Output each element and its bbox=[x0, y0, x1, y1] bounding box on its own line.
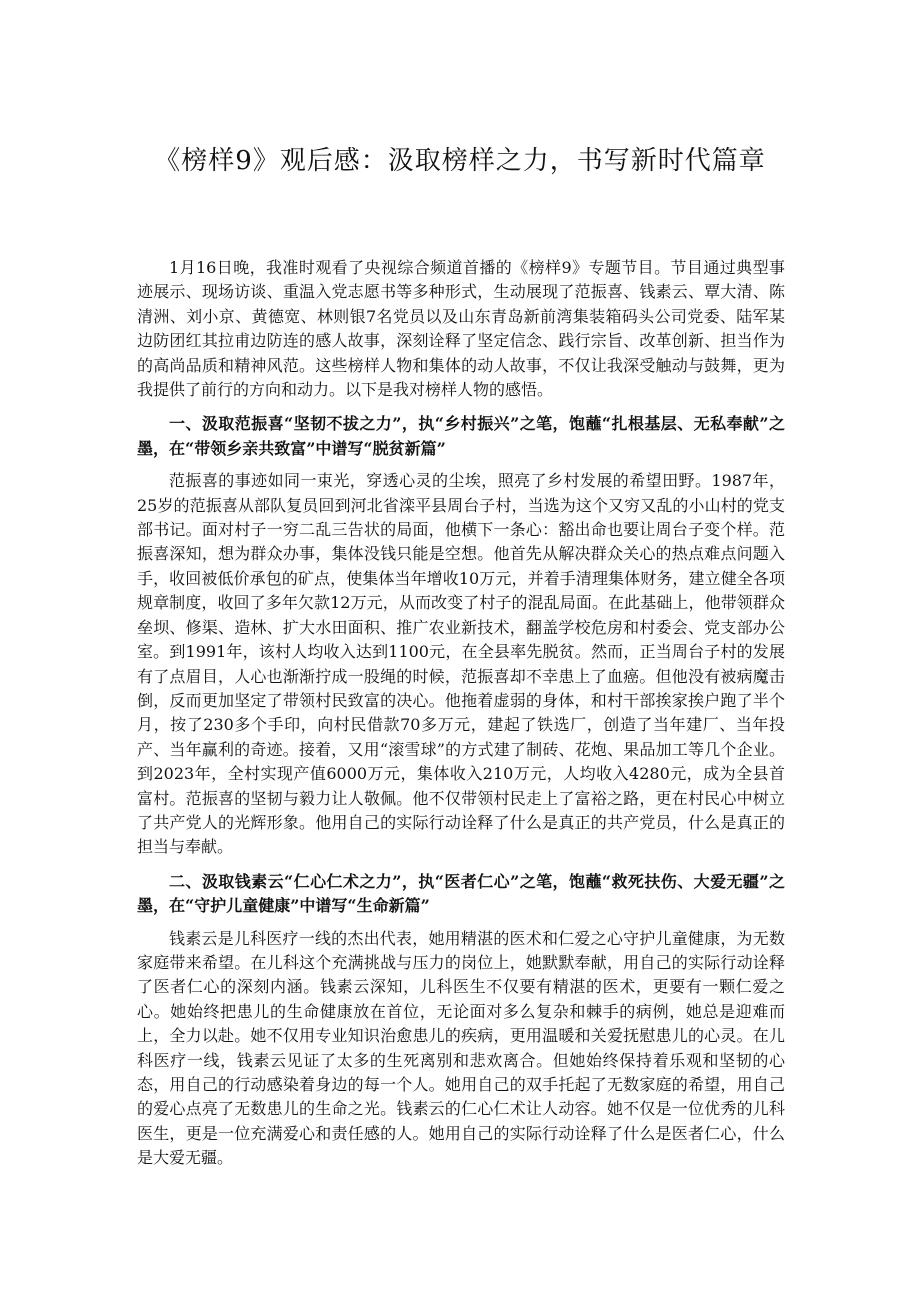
section-heading-2: 二、汲取钱素云“仁心仁术之力”，执“医者仁心”之笔，饱蘸“救死扶伤、大爱无疆”之墨，在“守护儿童健康”中谱写“生命新篇” bbox=[137, 871, 785, 916]
section-body-2: 钱素云是儿科医疗一线的杰出代表，她用精湛的医术和仁爱之心守护儿童健康，为无数家庭带来希望。在儿科这个充满挑战与压力的岗位上，她默默奉献，用自己的实际行动诠释了医者仁心的深刻内涵。钱素云深知，儿科医生不仅要有精湛的医术，更要有一颗仁爱之心。她始终把患儿的生命健康放在首位，无论面对多么复杂和棘手的病例，她总是迎难而上，全力以赴。她不仅用专业知识治愈患儿的疾病，更用温暖和关爱抚慰患儿的心灵。在儿科医疗一线，钱素云见证了太多的生死离别和悲欢离合。但她始终保持着乐观和坚韧的心态，用自己的行动感染着身边的每一个人。她用自己的双手托起了无数家庭的希望，用自己的爱心点亮了无数患儿的生命之光。钱素云的仁心仁术让人动容。她不仅是一位优秀的儿科医生，更是一位充满爱心和责任感的人。她用自己的实际行动诠释了什么是医者仁心，什么是大爱无疆。 bbox=[137, 928, 785, 1168]
document-title: 《榜样9》观后感：汲取榜样之力，书写新时代篇章 bbox=[154, 146, 766, 176]
section-heading-1: 一、汲取范振喜“坚韧不拔之力”，执“乡村振兴”之笔，饱蘸“扎根基层、无私奉献”之墨，在“带领乡亲共致富”中谱写“脱贫新篇” bbox=[137, 414, 785, 458]
section-body-1: 范振喜的事迹如同一束光，穿透心灵的尘埃，照亮了乡村发展的希望田野。1987年，25岁的范振喜从部队复员回到河北省滦平县周台子村，当选为这个又穷又乱的小山村的党支部书记。面对村子一穷二乱三告状的局面，他横下一条心：豁出命也要让周台子变个样。范振喜深知，想为群众办事，集体没钱只能是空想。他首先从解决群众关心的热点难点问题入手，收回被低价承包的矿点，使集体当年增收10万元，并着手清理集体财务，建立健全各项规章制度，收回了多年欠款12万元，从而改变了村子的混乱局面。在此基础上，他带领群众垒坝、修渠、造林、扩大水田面积、推广农业新技术，翻盖学校危房和村委会、党支部办公室。到1991年，该村人均收入达到1100元，在全县率先脱贫。然而，正当周台子村的发展有了点眉目，人心也渐渐拧成一股绳的时候，范振喜却不幸患上了血癌。但他没有被病魔击倒，反而更加坚定了带领村民致富的决心。他拖着虚弱的身体，和村干部挨家挨户跑了半个月，按了230多个手印，向村民借款70多万元，建起了铁选厂，创造了当年建厂、当年投产、当年赢利的奇迹。接着，又用“滚雪球”的方式建了制砖、花炮、果品加工等几个企业。到2023年，全村实现产值6000万元，集体收入210万元，人均收入4280元，成为全县首富村。范振喜的坚韧与毅力让人敬佩。他不仅带领村民走上了富裕之路，更在村民心中树立了共产党人的光辉形象。他用自己的实际行动诠释了什么是真正的共产党员，什么是真正的担当与奉献。 bbox=[137, 471, 785, 857]
document-body bbox=[137, 256, 785, 1171]
intro-paragraph: 1月16日晚，我准时观看了央视综合频道首播的《榜样9》专题节目。节目通过典型事迹展示、现场访谈、重温入党志愿书等多种形式，生动展现了范振喜、钱素云、覃大清、陈清洲、刘小京、黄德宽、林则银7名党员以及山东青岛新前湾集装箱码头公司党委、陆军某边防团红其拉甫边防连的感人故事，深刻诠释了坚定信念、践行宗旨、改革创新、担当作为的高尚品质和精神风范。这些榜样人物和集体的动人故事，不仅让我深受触动与鼓舞，更为我提供了前行的方向和动力。以下是我对榜样人物的感悟。 bbox=[137, 258, 785, 400]
